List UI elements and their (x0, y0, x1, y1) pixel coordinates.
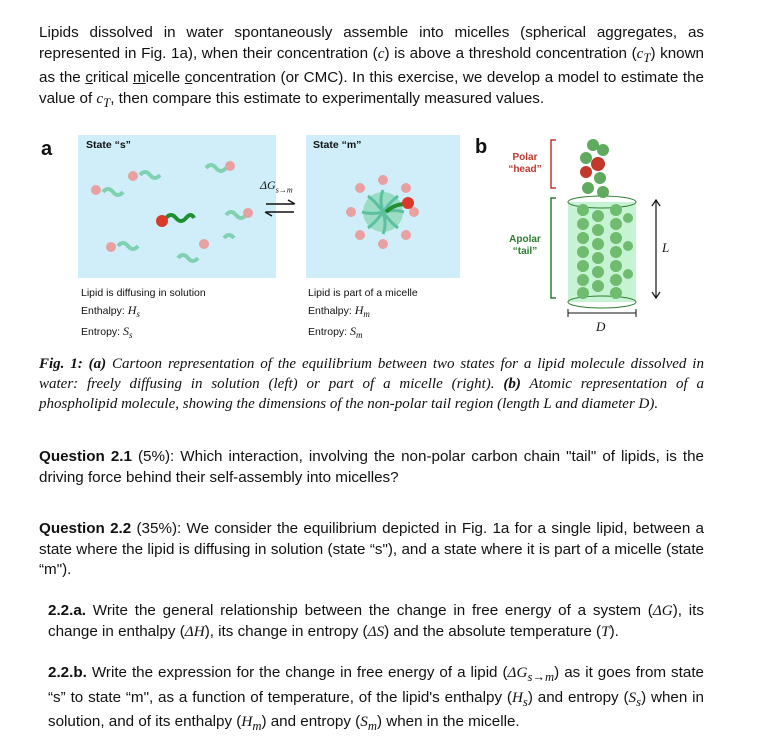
phospholipid-model (551, 139, 660, 317)
delta-g-label: $\Delta G_{s\to m}$ (260, 178, 293, 195)
state-m-description: Lipid is part of a micelle Enthalpy: $H_m$ Entropy: $S_m$ (308, 287, 418, 341)
apolar-tail-label: Apolar “tail” (509, 234, 541, 257)
dimension-length-label: L (662, 240, 670, 255)
state-s-title: State “s” (86, 139, 131, 151)
question-2-1: Question 2.1 (5%): Which interaction, involving the non-polar carbon chain "tail" of lipids, is the driving force behind their self-assembly into micelles? (39, 448, 704, 486)
state-s-description: Lipid is diffusing in solution Enthalpy: $H_s$ Entropy: $S_s$ (81, 287, 206, 341)
panel-a-label: a (41, 138, 53, 160)
intro-paragraph: Lipids dissolved in water spontaneously assemble into micelles (spherical aggregates, as represented in Fig. 1a), when their concentration (c) is above a threshold concentration $(c_T)$ known as the critical micelle concentration (or CMC). In this exercise, we develop a model to estimate the value of $c_T$, then compare this estimate to experimentally measured values. (39, 24, 704, 110)
dimension-diameter-label: D (596, 319, 606, 334)
figure-caption: Fig. 1: (a) Cartoon representation of the equilibrium between two states for a lipid molecule dissolved in water: freely diffusing in solution (left) or part of a micelle (right). (b) Atomic representation of a phospholipid molecule, showing the dimensions of the non-polar tail region (length L and diameter D). (39, 356, 704, 412)
panel-b-label: b (475, 136, 488, 158)
state-m-title: State “m” (313, 139, 362, 151)
figure-1 (38, 130, 718, 345)
question-2-2-b: 2.2.b. Write the expression for the change in free energy of a lipid $(\Delta G_{s\to m})$ as it goes from state “s” to state “m", as a function of temperature, of the lipid's enthalpy $(H_s)$ and entropy $(S_s)$ when in solution, and of its enthalpy $(H_m)$ and entropy $(S_m)$ when in the micelle. (48, 664, 704, 734)
question-2-2-a: 2.2.a. Write the general relationship between the change in free energy of a system (ΔG), its change in enthalpy (ΔH), its change in entropy (ΔS) and the absolute temperature (T). (48, 602, 704, 640)
polar-head-label: Polar “head” (508, 152, 542, 175)
question-2-2: Question 2.2 (35%): We consider the equilibrium depicted in Fig. 1a for a single lipid, between a state where the lipid is diffusing in solution (state “s"), and a state where it is part of a micelle (state “m"). (39, 520, 704, 578)
